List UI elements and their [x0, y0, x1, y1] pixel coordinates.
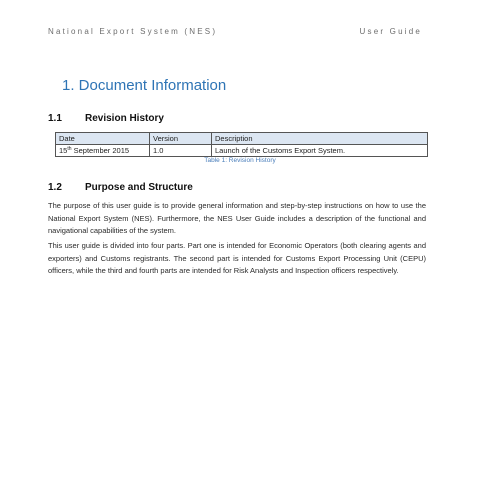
- column-header-date: Date: [56, 133, 150, 145]
- cell-description: Launch of the Customs Export System.: [212, 145, 428, 157]
- table-row: [56, 145, 428, 157]
- subsection-title: Revision History: [85, 113, 164, 124]
- column-header-version: Version: [150, 133, 212, 145]
- subsection-number: 1.2: [48, 182, 62, 193]
- body-paragraph: The purpose of this user guide is to provide general information and step-by-step instructions on how to use the National Export System (NES). Furthermore, the NES User Guide includes a description of the functional and navigational capabilities of the system.: [48, 201, 426, 235]
- date-day: 15: [59, 145, 68, 155]
- column-header-description: Description: [212, 133, 428, 145]
- running-header-doc-type: User Guide: [359, 27, 422, 36]
- subsection-heading-revision-history: [48, 113, 164, 124]
- subsection-title: Purpose and Structure: [85, 182, 193, 193]
- cell-version: 1.0: [150, 145, 212, 157]
- subsection-heading-purpose: [48, 182, 193, 193]
- running-header-title: National Export System (NES): [48, 27, 218, 36]
- table-caption: Table 1: Revision History: [204, 157, 276, 164]
- date-month-year: September 2015: [71, 145, 130, 155]
- table-header-row: [56, 133, 428, 145]
- body-paragraph: This user guide is divided into four parts. Part one is intended for Economic Operators (both clearing agents and exporters) and Customs registrants. The second part is intended for Customs Export Processing Unit (CEPU) officers, while the third and fourth parts are intended for Risk Analysts and Inspection officers respectively.: [48, 241, 426, 275]
- date-ordinal-suffix: th: [67, 145, 72, 152]
- subsection-number: 1.1: [48, 113, 62, 124]
- section-heading: 1. Document Information: [62, 77, 227, 94]
- cell-date: [56, 145, 150, 157]
- revision-history-table: [55, 132, 428, 157]
